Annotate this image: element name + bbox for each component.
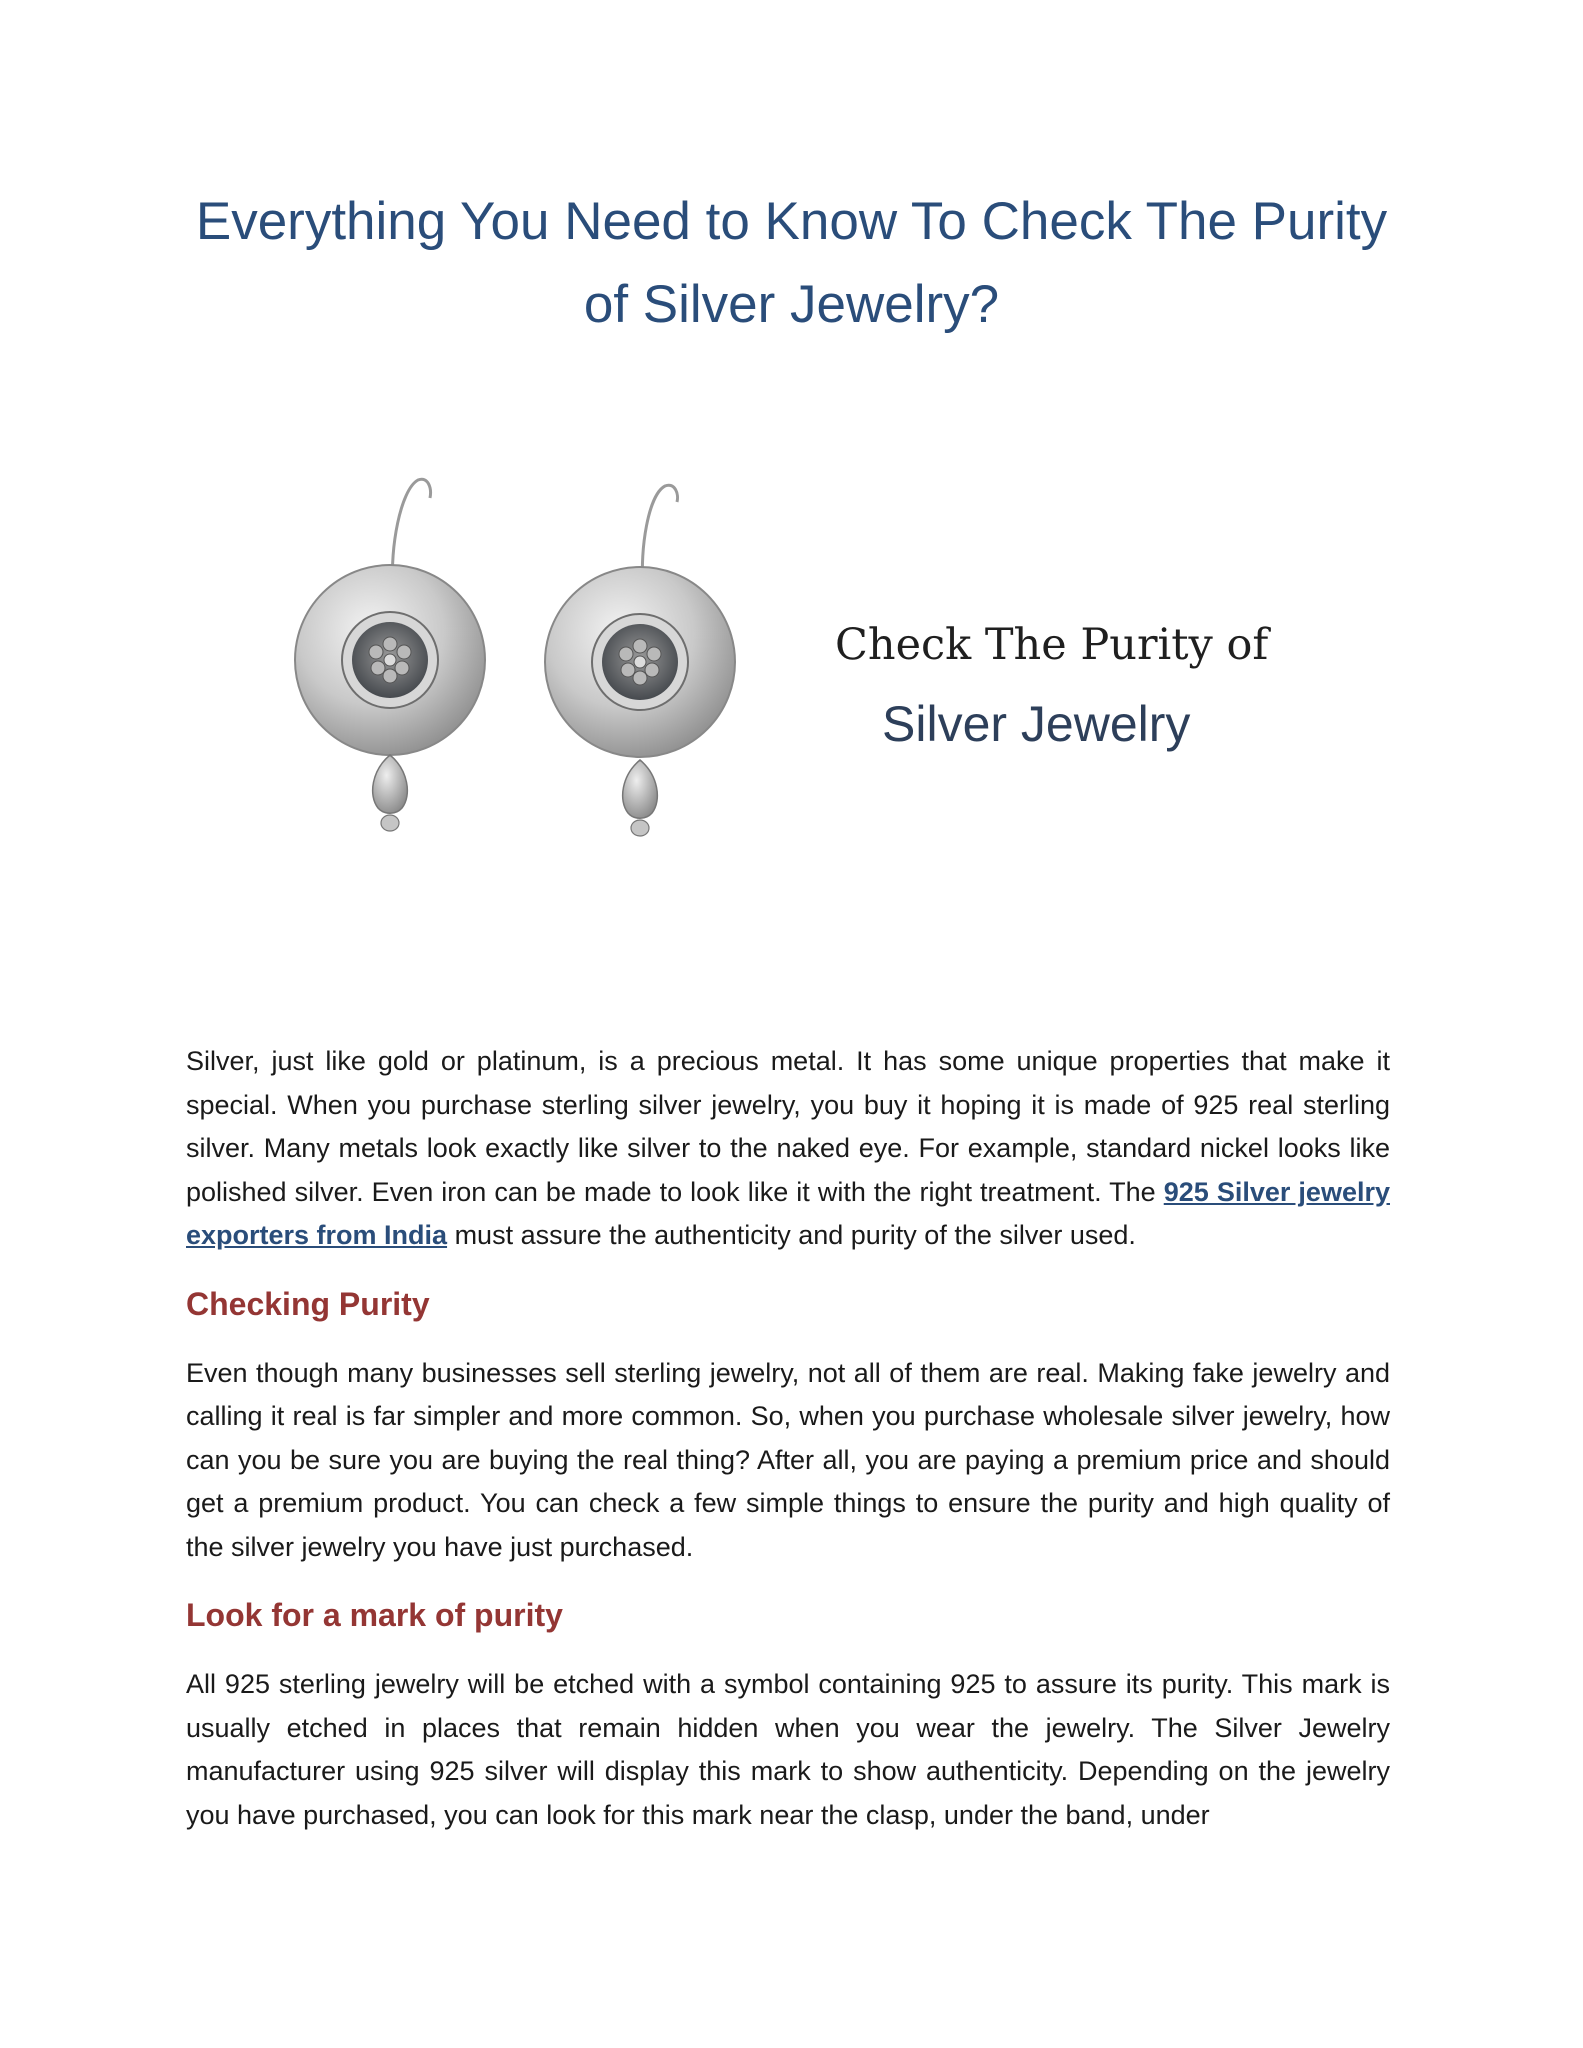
- earrings-illustration: [290, 470, 1300, 890]
- exporters-link[interactable]: 925 Silver jewelry exporters from India: [186, 1176, 1390, 1250]
- hero-image: [290, 470, 1300, 890]
- section-heading-mark-of-purity: Look for a mark of purity: [186, 1597, 563, 1633]
- intro-text-before-link: Silver, just like gold or platinum, is a precious metal. It has some unique properties that make it special. When you purchase sterling silver jewelry, you buy it hoping it is made of 925 real sterling silver. Many metals look exactly like silver to the naked eye. For example, standard nickel looks like polished silver. Even iron can be made to look like it with the right treatment. The: [186, 1046, 1390, 1207]
- intro-paragraph: [186, 1040, 1390, 1258]
- page-title: Everything You Need to Know To Check The Purity of Silver Jewelry?: [195, 192, 1388, 334]
- earring-right: [545, 485, 735, 836]
- intro-text-after-link: must assure the authenticity and purity of the silver used.: [447, 1220, 1136, 1250]
- article-body: [186, 1040, 1390, 1837]
- section-body-checking-purity: Even though many businesses sell sterling jewelry, not all of them are real. Making fake jewelry and calling it real is far simpler and more common. So, when you purchase wholesale silver jewelry, how can you be sure you are buying the real thing? After all, you are paying a premium price and should get a premium product. You can check a few simple things to ensure the purity and high quality of the silver jewelry you have just purchased.: [186, 1357, 1390, 1562]
- banner-text-line2: Silver Jewelry: [882, 696, 1191, 752]
- banner-text-line1: Check The Purity of: [835, 620, 1269, 670]
- section-body-mark-of-purity: All 925 sterling jewelry will be etched with a symbol containing 925 to assure its purity. This mark is usually etched in places that remain hidden when you wear the jewelry. The Silver Jewelry manufacturer using 925 silver will display this mark to show authenticity. Depending on the jewelry you have purchased, you can look for this mark near the clasp, under the band, under: [186, 1669, 1390, 1830]
- section-heading-checking-purity: Checking Purity: [186, 1285, 430, 1322]
- earring-left: [295, 479, 485, 831]
